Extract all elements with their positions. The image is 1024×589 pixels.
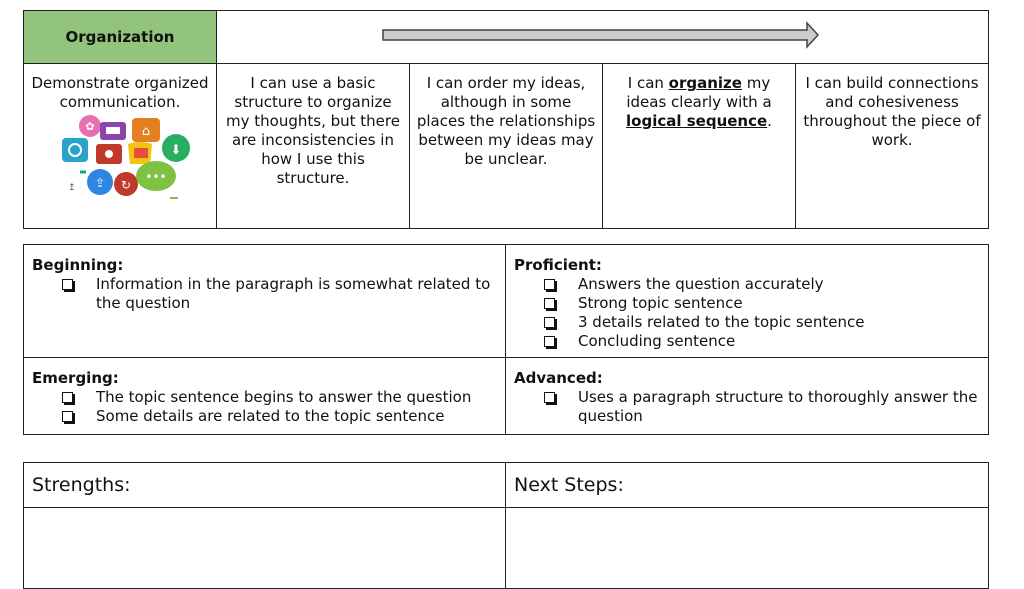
checkbox-icon [62,411,73,422]
level-4-descriptor: I can build connections and cohesiveness throughout the piece of work. [796,64,989,229]
checkbox-icon [62,392,73,403]
communication-icons-illustration [50,114,190,206]
checkbox-icon [544,279,555,290]
beginning-title: Beginning: [32,256,124,274]
checkbox-icon [544,317,555,328]
level-3-text-c: . [767,112,772,130]
category-header: Organization [24,11,217,64]
checklist-item: Some details are related to the topic sentence [62,407,497,426]
feedback-table [23,462,989,589]
svg-text:↻: ↻ [120,178,132,192]
checklist-item: Uses a paragraph structure to thoroughly answer the question [544,388,980,426]
skill-cell [24,64,217,229]
level-3-descriptor [603,64,796,229]
emerging-title: Emerging: [32,369,119,387]
progression-arrow-cell [217,11,989,64]
emerging-checklist [32,388,497,426]
level-1-descriptor: I can use a basic structure to organize my thoughts, but there are inconsistencies in how I use this structure. [217,64,410,229]
criteria-table [23,244,989,435]
checklist-item: The topic sentence begins to answer the question [62,388,497,407]
checklist-item: Information in the paragraph is somewhat related to the question [62,275,497,313]
strengths-input-area[interactable] [24,508,506,589]
proficient-cell [506,245,989,358]
keyword-logical-sequence: logical sequence [626,112,768,130]
checkbox-icon [544,336,555,347]
svg-text:⇪: ⇪ [94,176,106,190]
rubric-table [23,10,989,229]
checkbox-icon [544,392,555,403]
beginning-cell [24,245,506,358]
beginning-checklist [32,275,497,313]
level-3-text-a: I can [627,74,669,92]
strengths-header: Strengths: [24,463,506,508]
advanced-checklist [514,388,980,426]
progression-arrow [217,11,988,63]
advanced-title: Advanced: [514,369,603,387]
next-steps-input-area[interactable] [506,508,989,589]
checklist-item: Answers the question accurately [544,275,980,294]
proficient-checklist [514,275,980,351]
skill-text: Demonstrate organized communication. [31,74,209,111]
proficient-title: Proficient: [514,256,602,274]
advanced-cell [506,358,989,435]
next-steps-header: Next Steps: [506,463,989,508]
checklist-item: 3 details related to the topic sentence [544,313,980,332]
keyword-organize: organize [668,74,742,92]
checkbox-icon [544,298,555,309]
svg-text:✿: ✿ [85,120,95,133]
svg-text:⌂: ⌂ [141,124,151,139]
level-2-descriptor: I can order my ideas, although in some places the relationships between my ideas may be unclear. [410,64,603,229]
checklist-item: Strong topic sentence [544,294,980,313]
emerging-cell [24,358,506,435]
svg-text:↥: ↥ [68,183,76,193]
svg-text:•••: ••• [145,170,167,184]
svg-text:⬇: ⬇ [170,143,182,158]
level-3-text-b: my ideas clearly with a [626,74,772,111]
checkbox-icon [62,279,73,290]
checklist-item: Concluding sentence [544,332,980,351]
